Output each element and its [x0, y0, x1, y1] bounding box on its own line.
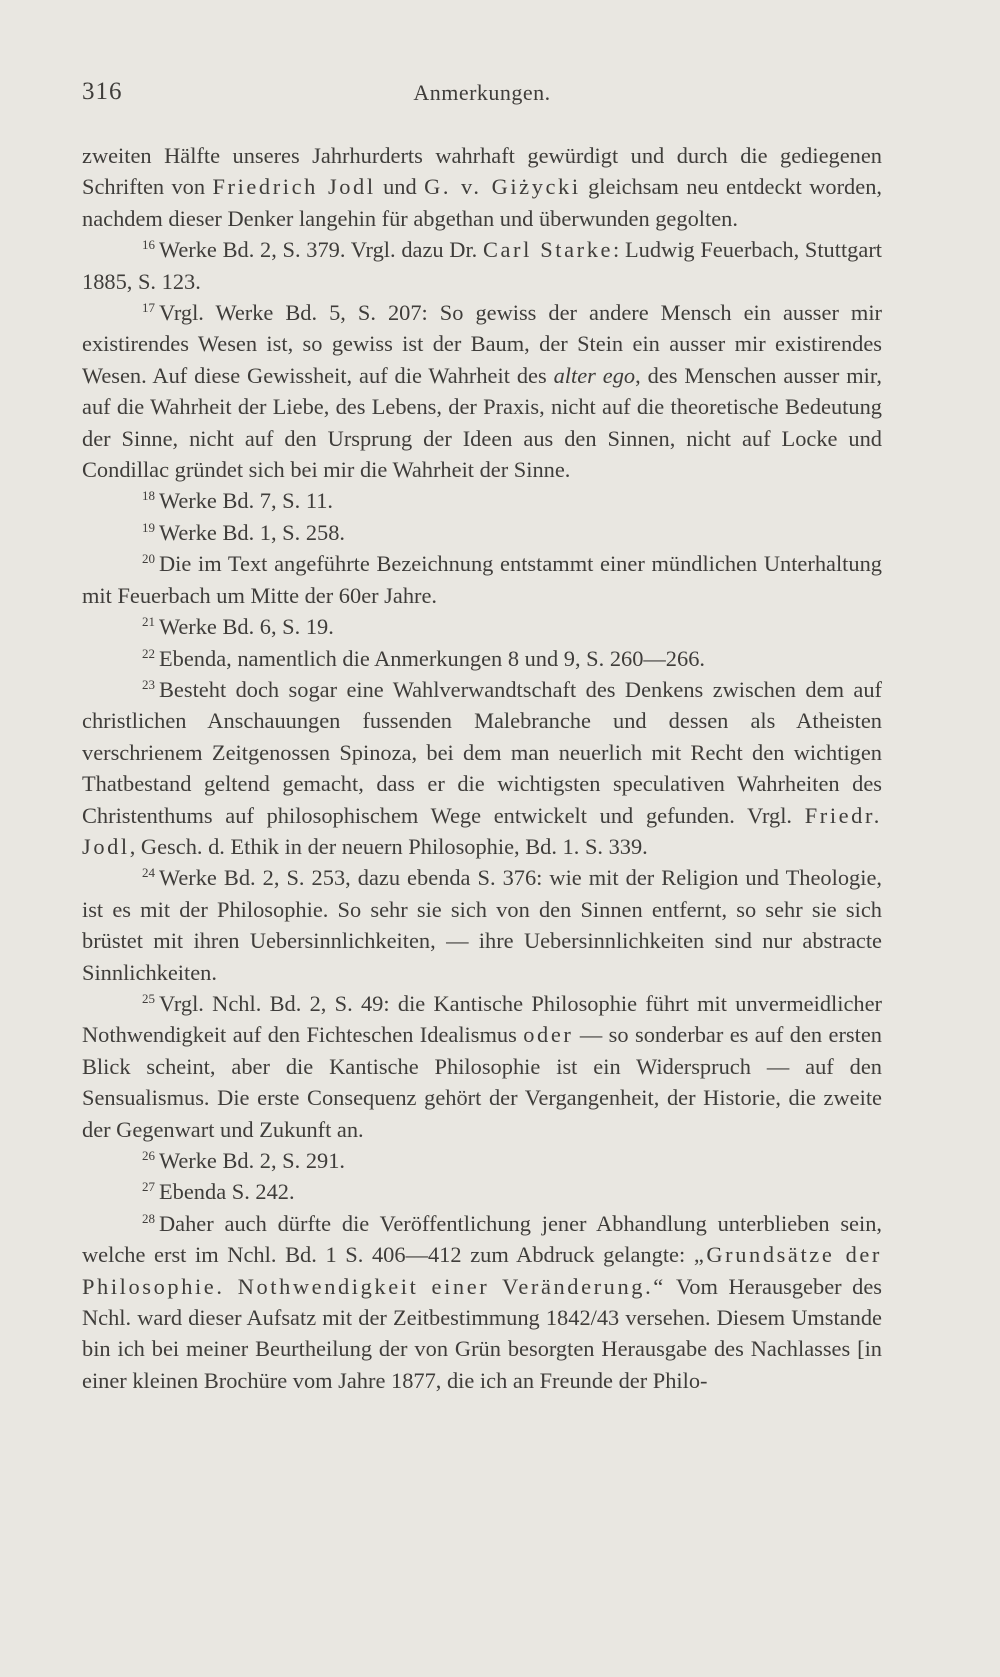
text-run: und [375, 174, 425, 200]
footnote-paragraph [82, 611, 882, 642]
footnote-paragraph [82, 674, 882, 862]
footnote-paragraph [82, 297, 882, 485]
spaced-name: Carl Starke [482, 237, 614, 263]
page-number: 316 [82, 78, 123, 105]
text-run: Daher auch dürfte die Veröffentlichung jener Abhandlung unterblieben sein, welche erst im Nchl. Bd. 1 S. 406—412 zum Abdruck gelangte: [82, 1210, 882, 1268]
text-run: Besteht doch sogar eine Wahlverwandtschaft des Denkens zwischen dem auf christlichen Anschauungen fussenden Malebranche und dessen als Atheisten verschrienem Zeitgenossen Spinoza, bei dem man neuerlich mit Recht den wichtigen Thatbestand geltend gemacht, dass er die wichtigsten speculativen Wahrheiten des Christenthums auf philosophischem Wege entwickelt und gefunden. Vrgl. [82, 676, 882, 828]
footnote-paragraph [82, 988, 882, 1145]
footnote-marker: 16 [142, 237, 155, 253]
spaced-name: Friedr. Jodl [82, 802, 882, 859]
footnote-marker: 19 [142, 519, 155, 535]
running-head: Anmerkungen. [413, 80, 551, 105]
spaced-name: Friedrich Jodl [212, 174, 376, 200]
text-run: Werke Bd. 6, S. 19. [159, 614, 334, 640]
footnote-marker: 23 [142, 676, 155, 692]
footnote-marker: 18 [142, 488, 155, 504]
footnote-marker: 22 [142, 645, 155, 661]
text-run: gleichsam neu entdeckt worden, nachdem dieser Denker langehin für abgethan und überwunden gegolten. [82, 174, 882, 231]
footnote-marker: 24 [142, 865, 155, 881]
text-run: , des Menschen ausser mir, auf die Wahrheit der Liebe, des Lebens, der Praxis, nicht auf die theoretische Bedeutung der Sinne, nicht auf den Ursprung der Ideen aus den Sinnen, nicht auf Locke und Condillac gründet sich bei mir die Wahrheit der Sinne. [82, 362, 882, 483]
footnote-paragraph [82, 1208, 882, 1396]
footnotes-body [82, 140, 882, 1396]
text-run: Die im Text angeführte Bezeichnung entstammt einer mündlichen Unterhaltung mit Feuerbach um Mitte der 60er Jahre. [82, 551, 882, 608]
text-run: zweiten Hälfte unseres Jahrhurderts wahrhaft gewürdigt und durch die gediegenen Schriften von [82, 143, 882, 200]
italic-term: alter ego [553, 362, 636, 388]
footnote-paragraph [82, 485, 882, 516]
footnote-paragraph [82, 548, 882, 611]
spaced-name: G. v. Giżycki [424, 174, 581, 200]
continuation-paragraph [82, 140, 882, 234]
text-run: Werke Bd. 1, S. 258. [159, 519, 346, 545]
spaced-name: oder [523, 1022, 574, 1048]
footnote-marker: 17 [142, 300, 155, 316]
text-run: Werke Bd. 2, S. 253, dazu ebenda S. 376: wie mit der Religion und Theologie, ist es mit der Philosophie. So sehr sie sich von den Sinnen entfernt, so sehr sie sich brüstet mit ihren Uebersinnlichkeiten, — ihre Uebersinnlichkeiten sind nur abstracte Sinnlichkeiten. [82, 865, 882, 985]
text-run: Vom Herausgeber des Nchl. ward dieser Aufsatz mit der Zeitbestimmung 1842/43 versehen. Diesem Umstande bin ich bei meiner Beurtheilung der von Grün besorgten Herausgabe des Nachlasses [in einer kleinen Brochüre vom Jahre 1877, die ich an Freunde der Philo- [82, 1273, 883, 1393]
text-run: Vrgl. Werke Bd. 5, S. 207: So gewiss der andere Mensch ein ausser mir existirendes Wesen ist, so gewiss ist der Baum, der Stein ein ausser mir existirendes Wesen. Auf diese Gewissheit, auf die Wahrheit des [82, 300, 882, 388]
text-run: — so sonderbar es auf den ersten Blick scheint, aber die Kantische Philosophie ist ein Widerspruch — auf den Sensualismus. Die erste Consequenz gehört der Vergangenheit, der Historie, die zweite der Gegenwart und Zukunft an. [82, 1022, 882, 1142]
footnote-marker: 21 [142, 614, 155, 630]
footnote-paragraph [82, 862, 882, 988]
footnote-marker: 26 [142, 1148, 155, 1163]
footnote-marker: 28 [142, 1210, 155, 1226]
footnote-paragraph [82, 1145, 882, 1176]
page-header [82, 78, 882, 112]
footnote-paragraph [82, 517, 882, 548]
text-run: Ebenda, namentlich die Anmerkungen 8 und 9, S. 260—266. [159, 645, 705, 671]
footnote-marker: 20 [142, 551, 155, 567]
text-run: Vrgl. Nchl. Bd. 2, S. 49: die Kantische Philosophie führt mit unvermeidlicher Nothwendigkeit auf den Fichteschen Idealismus [82, 990, 882, 1048]
text-run: Werke Bd. 2, S. 379. Vrgl. dazu Dr. [159, 237, 483, 263]
text-run: Werke Bd. 7, S. 11. [159, 488, 333, 514]
text-run: : Ludwig Feuerbach, Stuttgart 1885, S. 123. [82, 237, 882, 294]
footnote-marker: 25 [142, 990, 155, 1006]
footnote-paragraph [82, 234, 882, 297]
footnote-marker: 27 [142, 1179, 155, 1195]
text-run: Ebenda S. 242. [159, 1179, 295, 1205]
footnote-paragraph [82, 1176, 882, 1207]
text-run: Werke Bd. 2, S. 291. [159, 1148, 346, 1173]
footnote-paragraph [82, 643, 882, 674]
spaced-name: „Grundsätze der Philosophie. Nothwendigkeit einer Veränderung.“ [82, 1242, 882, 1299]
text-run: , Gesch. d. Ethik in der neuern Philosophie, Bd. 1. S. 339. [129, 833, 648, 859]
